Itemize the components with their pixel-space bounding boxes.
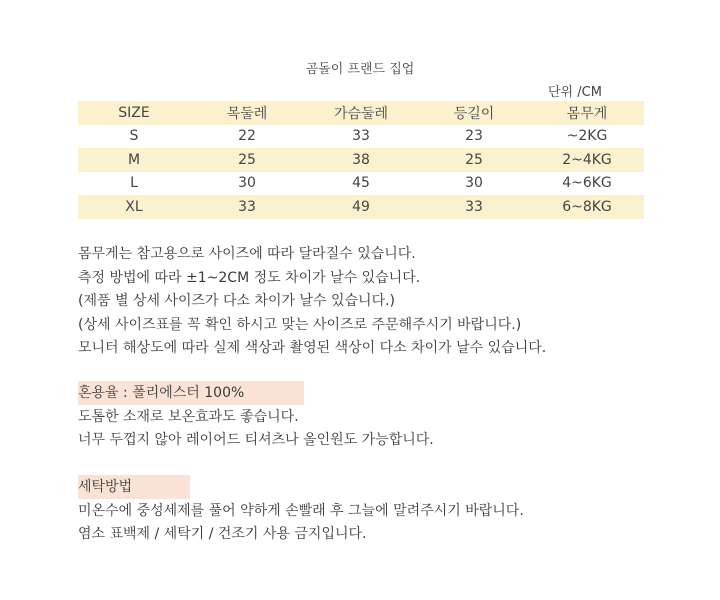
header-size: SIZE	[118, 104, 150, 121]
note-line: (제품 별 상세 사이즈가 다소 차이가 날수 있습니다.)	[78, 293, 396, 309]
header-back-length: 등길이	[453, 105, 495, 122]
note-line: 측정 방법에 따라 ±1~2CM 정도 차이가 날수 있습니다.	[78, 269, 421, 286]
washing-section	[78, 475, 524, 547]
washing-heading: 세탁방법	[78, 475, 190, 499]
table-cell: M	[127, 151, 141, 168]
table-cell: S	[129, 128, 139, 145]
note-line: 모니터 해상도에 따라 실제 색상과 촬영된 색상이 다소 차이가 날수 있습니다.	[78, 340, 547, 356]
table-row	[78, 172, 644, 196]
table-cell: 23	[465, 128, 483, 145]
note-line: 몸무게는 참고용으로 사이즈에 따라 달라질수 있습니다.	[78, 246, 416, 262]
table-cell: 33	[238, 198, 256, 215]
table-row	[78, 125, 644, 149]
header-weight: 몸무게	[566, 105, 608, 122]
material-line: 도톰한 소재로 보온효과도 좋습니다.	[78, 408, 299, 425]
table-cell: 25	[465, 151, 483, 168]
table-cell: L	[130, 175, 138, 192]
unit-label: 단위 /CM	[548, 85, 602, 100]
material-line: 너무 두껍지 않아 레이어드 티셔츠나 올인원도 가능합니다.	[78, 432, 434, 448]
table-cell: 49	[352, 198, 370, 215]
table-cell: 30	[465, 175, 483, 192]
table-cell: 38	[352, 151, 370, 168]
table-row	[78, 148, 644, 172]
table-cell: 45	[352, 175, 370, 192]
size-table	[78, 101, 644, 219]
table-cell: 4~6KG	[562, 175, 612, 192]
table-row	[78, 195, 644, 219]
table-cell: ~2KG	[566, 128, 608, 145]
table-cell: 30	[238, 175, 256, 192]
material-section	[78, 381, 434, 453]
table-cell: 33	[465, 198, 483, 215]
table-cell: 22	[238, 128, 256, 145]
header-neck: 목둘레	[226, 105, 268, 122]
table-cell: XL	[125, 198, 143, 215]
material-heading: 혼용율 : 폴리에스터 100%	[78, 381, 304, 405]
table-header-row	[78, 101, 644, 125]
table-cell: 6~8KG	[562, 198, 612, 215]
product-title: 곰돌이 프랜드 집업	[305, 62, 415, 77]
note-line: (상세 사이즈표를 꼭 확인 하시고 맞는 사이즈로 주문해주시기 바랍니다.)	[78, 316, 522, 333]
table-cell: 33	[352, 128, 370, 145]
table-cell: 2~4KG	[562, 151, 612, 168]
header-chest: 가슴둘레	[333, 105, 389, 122]
washing-line: 염소 표백제 / 세탁기 / 건조기 사용 금지입니다.	[78, 526, 367, 542]
washing-line: 미온수에 중성세제를 풀어 약하게 손빨래 후 그늘에 말려주시기 바랍니다.	[78, 502, 524, 519]
size-notes	[78, 243, 546, 361]
table-cell: 25	[238, 151, 256, 168]
